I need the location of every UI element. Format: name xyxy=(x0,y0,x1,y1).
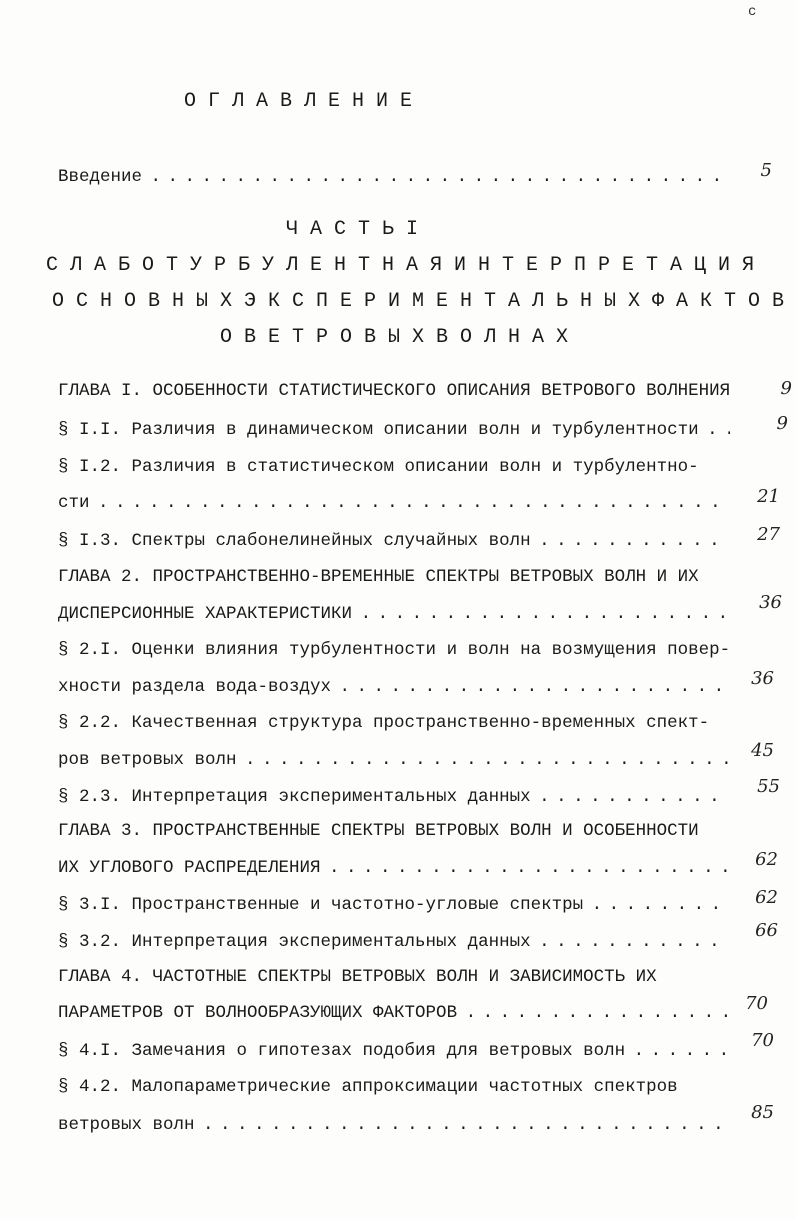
toc-entry xyxy=(58,1040,730,1062)
part-title-line-1: С Л А Б О Т У Р Б У Л Е Н Т Н А Я И Н Т Е Р П Р Е Т А Ц И Я xyxy=(45,254,755,277)
toc-entry-text: ГЛАВА 4. ЧАСТОТНЫЕ СПЕКТРЫ ВЕТРОВЫХ ВОЛН И ЗАВИСИМОСТЬ ИХ xyxy=(58,967,657,987)
toc-entry xyxy=(58,419,730,441)
toc-entry-text: § I.3. Спектры слабонелинейных случайных волн xyxy=(58,531,531,551)
toc-page-number: 62 xyxy=(755,887,778,908)
toc-entry xyxy=(58,492,730,514)
toc-page-number: 45 xyxy=(751,740,774,761)
toc-page-number: 36 xyxy=(759,592,782,613)
toc-entry-text: § 2.I. Оценки влияния турбулентности и волн на возмущения повер- xyxy=(58,640,731,660)
toc-entry-text: § 2.3. Интерпретация экспериментальных данных xyxy=(58,787,531,807)
toc-entry-text: § 4.2. Малопараметрические аппроксимации частотных спектров xyxy=(58,1077,678,1097)
toc-page-number: 70 xyxy=(751,1030,774,1051)
toc-entry-text: ИХ УГЛОВОГО РАСПРЕДЕЛЕНИЯ xyxy=(58,858,321,878)
toc-page-number: 9 xyxy=(776,413,788,434)
toc-page-number: 85 xyxy=(751,1102,774,1123)
toc-page-number: 9 xyxy=(780,378,792,399)
toc-page-number: 70 xyxy=(745,993,768,1014)
toc-page-number: 21 xyxy=(757,486,780,507)
toc-entry xyxy=(58,857,730,879)
toc-entry xyxy=(58,566,730,588)
part-number: Ч А С Т Ь I xyxy=(285,218,419,241)
toc-page-number: 55 xyxy=(757,776,780,797)
toc-entry-text: § 3.I. Пространственные и частотно-угловые спектры xyxy=(58,895,584,915)
toc-entry-text: § I.I. Различия в динамическом описании волн и турбулентности xyxy=(58,420,699,440)
toc-entry xyxy=(58,894,730,916)
toc-page-number: 5 xyxy=(760,160,772,181)
toc-entry xyxy=(58,786,730,808)
toc-entry-text: ветровых волн xyxy=(58,1115,195,1135)
toc-entry xyxy=(58,931,730,953)
toc-entry xyxy=(58,456,730,478)
toc-entry-text: § 2.2. Качественная структура пространственно-временных спект- xyxy=(58,713,710,733)
toc-entry xyxy=(58,1002,730,1024)
toc-entry-text: § I.2. Различия в статистическом описании волн и турбулентно- xyxy=(58,457,699,477)
toc-entry xyxy=(58,676,730,698)
part-title-line-2: О С Н О В Н Ы Х Э К С П Е Р И М Е Н Т А Л Ь Н Ы Х Ф А К Т О В xyxy=(51,290,785,313)
toc-entry-text: ПАРАМЕТРОВ ОТ ВОЛНООБРАЗУЮЩИХ ФАКТОРОВ xyxy=(58,1003,458,1023)
toc-entry-text: ров ветровых волн xyxy=(58,750,237,770)
toc-entry-text: ГЛАВА 3. ПРОСТРАНСТВЕННЫЕ СПЕКТРЫ ВЕТРОВЫХ ВОЛН И ОСОБЕННОСТИ xyxy=(58,821,699,841)
toc-entry-text: сти xyxy=(58,493,90,513)
toc-page-number: 27 xyxy=(757,524,780,545)
toc-entry xyxy=(58,966,730,988)
corner-mark: c xyxy=(748,4,757,20)
toc-entry-text: ДИСПЕРСИОННЫЕ ХАРАКТЕРИСТИКИ xyxy=(58,604,353,624)
toc-page-number: 62 xyxy=(755,849,778,870)
part-title-line-3: О В Е Т Р О В Ы Х В О Л Н А Х xyxy=(219,326,569,349)
toc-entry xyxy=(58,639,730,661)
toc-entry xyxy=(58,603,730,625)
toc-page-number: 66 xyxy=(755,920,778,941)
toc-entry xyxy=(58,749,730,771)
toc-page-number: 36 xyxy=(751,668,774,689)
toc-title: О Г Л А В Л Е Н И Е xyxy=(183,90,413,113)
toc-entry xyxy=(58,530,730,552)
toc-entry-text: § 3.2. Интерпретация экспериментальных данных xyxy=(58,932,531,952)
toc-entry-intro xyxy=(58,166,730,188)
toc-entry xyxy=(58,1076,730,1098)
toc-entry-text: Введение xyxy=(58,167,143,187)
toc-entry xyxy=(58,380,730,402)
toc-entry-text: ГЛАВА I. ОСОБЕННОСТИ СТАТИСТИЧЕСКОГО ОПИСАНИЯ ВЕТРОВОГО ВОЛНЕНИЯ xyxy=(58,381,731,401)
toc-entry-text: ГЛАВА 2. ПРОСТРАНСТВЕННО-ВРЕМЕННЫЕ СПЕКТРЫ ВЕТРОВЫХ ВОЛН И ИХ xyxy=(58,567,699,587)
toc-entry-text: хности раздела вода-воздух xyxy=(58,677,332,697)
toc-entry xyxy=(58,712,730,734)
toc-entry-text: § 4.I. Замечания о гипотезах подобия для ветровых волн xyxy=(58,1041,626,1061)
toc-entry xyxy=(58,820,730,842)
toc-entry xyxy=(58,1114,730,1136)
